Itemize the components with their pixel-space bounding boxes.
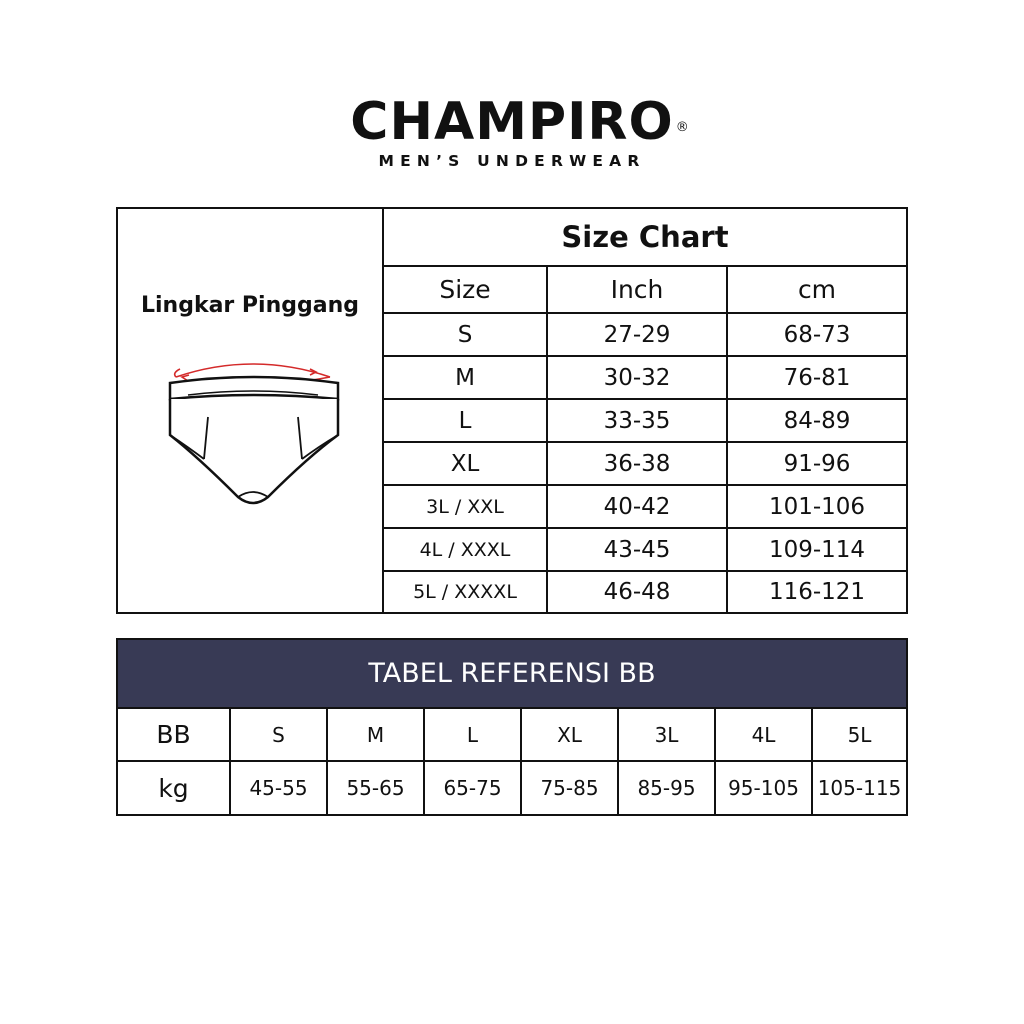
cm-cell: 91-96 [783, 450, 851, 477]
size-cell: M [384, 357, 548, 398]
ref-weight-cell: 45-55 [231, 762, 328, 814]
size-cell: L [384, 400, 548, 441]
table-row [384, 400, 906, 443]
kg-label: kg [118, 762, 231, 814]
ref-weight-cell: 65-75 [425, 762, 522, 814]
ref-weight-cell: 105-115 [817, 776, 902, 800]
header-size: Size [384, 267, 548, 312]
inch-cell: 30-32 [548, 357, 728, 398]
brand-header [0, 92, 1024, 170]
brand-name: CHAMPIRO [350, 92, 674, 152]
size-cell: XL [384, 443, 548, 484]
size-chart-grid [384, 209, 906, 612]
inch-cell: 40-42 [548, 486, 728, 527]
inch-cell: 27-29 [548, 314, 728, 355]
cm-cell: 116-121 [768, 579, 866, 605]
ref-size-cell: XL [522, 709, 619, 760]
cm-cell: 109-114 [768, 536, 866, 563]
header-cm: cm [797, 275, 837, 304]
ref-size-cell: 5L [847, 722, 872, 747]
cm-cell: 68-73 [783, 321, 851, 348]
registered-mark: ® [675, 120, 690, 135]
size-cell: 3L / XXL [384, 486, 548, 527]
ref-size-cell: M [328, 709, 425, 760]
ref-size-cell: S [231, 709, 328, 760]
ref-weight-cell: 55-65 [328, 762, 425, 814]
reference-weight-row [118, 762, 906, 814]
size-chart-title: Size Chart [384, 209, 906, 267]
ref-weight-cell: 85-95 [619, 762, 716, 814]
ref-size-cell: L [425, 709, 522, 760]
inch-cell: 43-45 [548, 529, 728, 570]
reference-size-row [118, 709, 906, 762]
table-row [384, 572, 906, 612]
table-row [384, 529, 906, 572]
header-inch: Inch [548, 267, 728, 312]
bb-label: BB [118, 709, 231, 760]
table-row [384, 443, 906, 486]
ref-size-cell: 4L [716, 709, 813, 760]
reference-title: TABEL REFERENSI BB [118, 640, 906, 709]
inch-cell: 36-38 [548, 443, 728, 484]
size-cell: S [384, 314, 548, 355]
brand-logo [350, 92, 690, 152]
ref-size-cell: 3L [619, 709, 716, 760]
weight-reference-table [116, 638, 908, 816]
table-row [384, 314, 906, 357]
table-row [384, 486, 906, 529]
brand-tagline: MEN’S UNDERWEAR [378, 152, 646, 170]
ref-weight-cell: 75-85 [522, 762, 619, 814]
cm-cell: 84-89 [783, 407, 851, 434]
cm-cell: 101-106 [768, 493, 866, 520]
size-chart-header-row [384, 267, 906, 314]
table-row [384, 357, 906, 400]
size-chart-table [116, 207, 908, 614]
inch-cell: 46-48 [548, 572, 728, 612]
size-cell: 5L / XXXXL [384, 572, 548, 612]
waist-title: Lingkar Pinggang [140, 293, 360, 318]
waist-panel [118, 209, 384, 612]
size-cell: 4L / XXXL [384, 529, 548, 570]
cm-cell: 76-81 [783, 364, 851, 391]
ref-weight-cell: 95-105 [716, 762, 813, 814]
brief-underwear-icon [158, 347, 348, 507]
inch-cell: 33-35 [548, 400, 728, 441]
